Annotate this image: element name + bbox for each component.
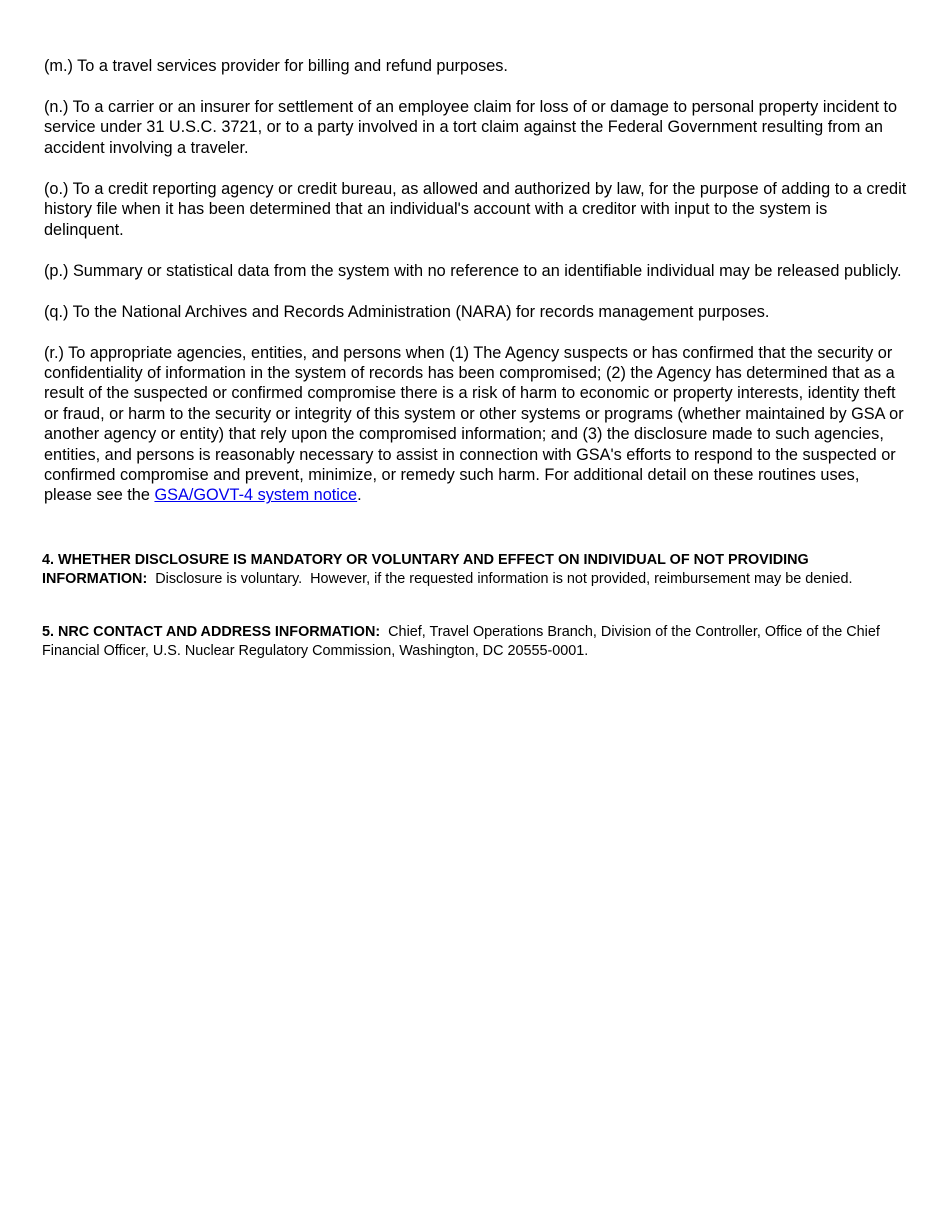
section-5-body: Chief, Travel Operations Branch, Division of the Controller, Office of the Chief Financial Officer, U.S. Nuclear Regulatory Commission, Washington, DC 20555-0001. xyxy=(42,624,884,659)
routine-use-p-text: (p.) Summary or statistical data from the system with no reference to an identifiable individual may be released publicly. xyxy=(44,261,902,280)
routine-use-r-text: (r.) To appropriate agencies, entities, and persons when (1) The Agency suspects or has confirmed that the security or confidentiality of information in the system of records has been compromised; (2) the Agency has determined that as a result of the suspected or confirmed compromise there is a risk of harm to economic or property interests, identity theft or fraud, or harm to the security or integrity of this system or other systems or programs (whether maintained by GSA or another agency or entity) that rely upon the compromised information; and (3) the disclosure made to such agencies, entities, and persons is reasonably necessary to assist in connection with GSA's efforts to respond to the suspected or confirmed compromise and prevent, minimize, or remedy such harm. For additional detail on these routines uses, please see the xyxy=(44,343,904,505)
routine-use-p xyxy=(44,261,910,281)
routine-use-q-text: (q.) To the National Archives and Records Administration (NARA) for records management purposes. xyxy=(44,302,770,321)
section-disclosure-mandatory-voluntary xyxy=(42,551,908,589)
routine-use-o xyxy=(44,179,910,240)
routine-use-r xyxy=(44,343,910,506)
routine-uses-list xyxy=(44,56,910,506)
gsa-govt-4-system-notice-link[interactable]: GSA/GOVT-4 system notice xyxy=(154,486,358,505)
routine-use-q xyxy=(44,302,910,322)
routine-use-n xyxy=(44,97,910,158)
routine-use-m-text: (m.) To a travel services provider for billing and refund purposes. xyxy=(44,57,508,75)
routine-use-n-text: (n.) To a carrier or an insurer for settlement of an employee claim for loss of or damage to personal property incident to service under 31 U.S.C. 3721, or to a party involved in a tort claim against the Federal Government resulting from an accident involving a traveler. xyxy=(44,98,898,157)
routine-use-r-trailing: . xyxy=(357,486,362,505)
section-5-heading: 5. NRC CONTACT AND ADDRESS INFORMATION: xyxy=(42,624,381,640)
section-4-heading: 4. WHETHER DISCLOSURE IS MANDATORY OR VOLUNTARY AND EFFECT ON INDIVIDUAL OF NOT PROVIDING INFORMATION: xyxy=(42,552,809,587)
section-4-body: Disclosure is voluntary. However, if the requested information is not provided, reimbursement may be denied. xyxy=(147,570,853,587)
routine-use-m xyxy=(44,56,910,76)
section-nrc-contact xyxy=(42,623,908,661)
routine-use-o-text: (o.) To a credit reporting agency or credit bureau, as allowed and authorized by law, for the purpose of adding to a credit history file when it has been determined that an individual's account with a creditor with input to the system is delinquent. xyxy=(44,179,907,239)
